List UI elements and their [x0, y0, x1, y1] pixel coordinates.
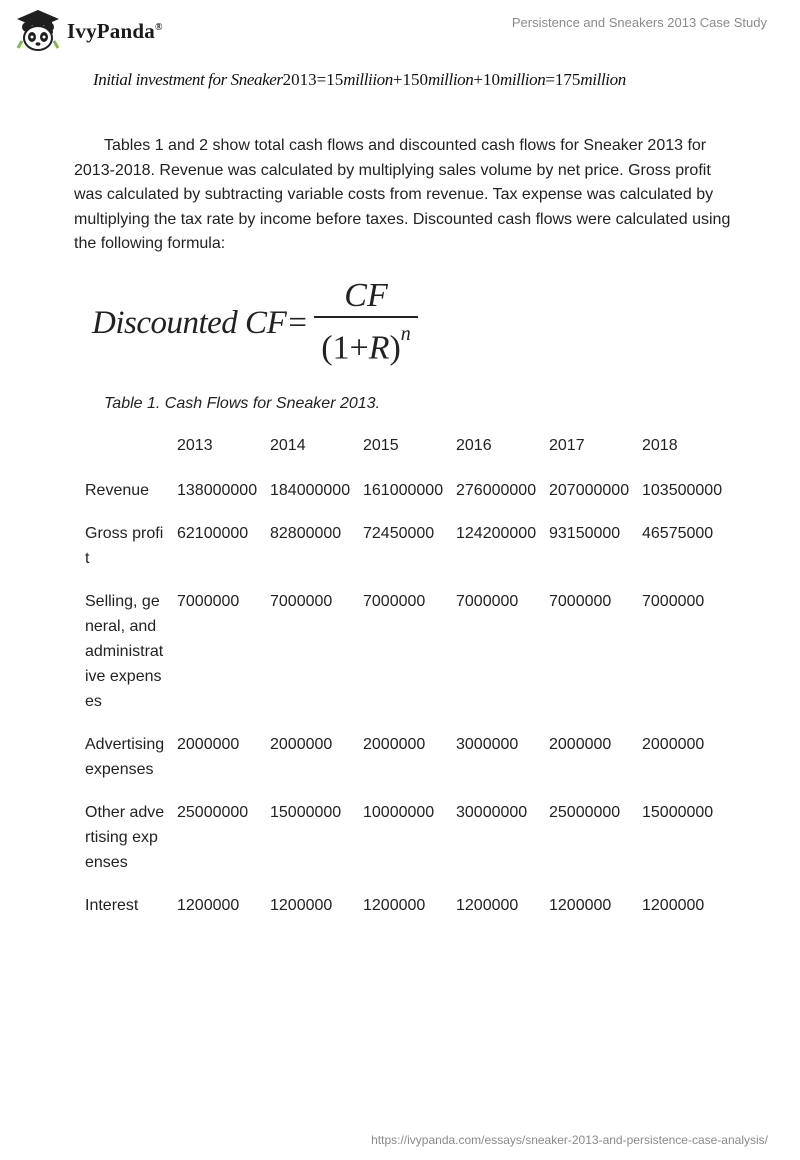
table-cell: 30000000 — [456, 804, 528, 821]
source-url[interactable]: https://ivypanda.com/essays/sneaker-2013-and-persistence-case-analysis/ — [371, 1133, 768, 1147]
column-header: 2013 — [177, 437, 213, 454]
row-label: Other advertising expenses — [85, 804, 165, 871]
table-cell: 15000000 — [270, 804, 342, 821]
formula-term-b: 150 — [402, 70, 428, 89]
formula-equals: = — [316, 70, 327, 89]
table-cell: 72450000 — [363, 525, 435, 542]
table-cell: 25000000 — [549, 804, 621, 821]
column-header: 2018 — [642, 437, 678, 454]
document-title: Persistence and Sneakers 2013 Case Study — [511, 15, 767, 30]
body-paragraph — [74, 134, 734, 257]
table-cell: 276000000 — [456, 482, 537, 499]
table-cell: 2000000 — [549, 736, 612, 753]
ivypanda-logo[interactable] — [15, 8, 163, 54]
column-header — [79, 433, 171, 474]
row-label: Selling, general, and administrative expenses — [85, 593, 164, 710]
formula-total: 175 — [554, 70, 581, 89]
row-label: Interest — [85, 897, 139, 914]
table-cell: 1200000 — [270, 897, 333, 914]
formula-fraction — [314, 276, 418, 370]
table-row-gross-profit — [79, 517, 729, 585]
table-cell: 1200000 — [363, 897, 426, 914]
table-cell: 46575000 — [642, 525, 714, 542]
table-cell: 7000000 — [363, 593, 426, 610]
table-cell: 1200000 — [456, 897, 519, 914]
formula-year: 2013 — [282, 70, 317, 89]
table-cell: 2000000 — [177, 736, 240, 753]
column-header: 2014 — [270, 437, 306, 454]
formula-term-c-unit: million — [499, 70, 546, 89]
row-label: Advertising expenses — [85, 736, 165, 778]
table-cell: 2000000 — [270, 736, 333, 753]
paragraph-text: Tables 1 and 2 show total cash flows and discounted cash flows for Sneaker 2013 for 2013-2018. Revenue was calculated by multiplying sales volume by net price. Gross profit was calculated by subtracting variable costs from revenue. Tax expense was calculated by multiplying the tax rate by income before taxes. Discounted cash flows were calculated using the following formula: — [74, 137, 731, 253]
table-cell: 7000000 — [549, 593, 612, 610]
formula-term-a-unit: milliion — [343, 70, 393, 89]
table-row-advertising — [79, 728, 729, 796]
table-row-other-advertising — [79, 796, 729, 889]
table-row-interest — [79, 889, 729, 932]
table-cell: 103500000 — [642, 482, 723, 499]
formula-term-b-unit: million — [427, 70, 474, 89]
formula-numerator: CF — [344, 277, 388, 315]
column-header: 2015 — [363, 437, 399, 454]
table-cell: 15000000 — [642, 804, 714, 821]
initial-investment-formula — [93, 70, 753, 90]
table-cell: 7000000 — [642, 593, 705, 610]
table-row-sga — [79, 585, 729, 728]
table-cell: 7000000 — [456, 593, 519, 610]
formula-total-unit: million — [580, 70, 626, 89]
brand-name — [67, 19, 163, 44]
table-cell: 207000000 — [549, 482, 630, 499]
brand-text: IvyPanda — [67, 18, 155, 43]
formula-term-a: 15 — [326, 70, 344, 89]
table-cell: 161000000 — [363, 482, 444, 499]
column-header: 2016 — [456, 437, 492, 454]
table-cell: 2000000 — [642, 736, 705, 753]
table-caption: Table 1. Cash Flows for Sneaker 2013. — [104, 395, 381, 412]
table-cell: 1200000 — [177, 897, 240, 914]
table-cell: 124200000 — [456, 525, 537, 542]
denominator-open: (1+ — [321, 329, 369, 367]
formula-plus: + — [473, 70, 483, 89]
table-cell: 7000000 — [270, 593, 333, 610]
table-cell: 7000000 — [177, 593, 240, 610]
table-header-row — [79, 433, 729, 474]
table-cell: 93150000 — [549, 525, 621, 542]
page-header — [0, 0, 800, 62]
table-cell: 3000000 — [456, 736, 519, 753]
table-cell: 82800000 — [270, 525, 342, 542]
column-header: 2017 — [549, 437, 585, 454]
formula-denominator — [321, 318, 411, 370]
denominator-rate: R — [368, 329, 390, 367]
discounted-cf-formula — [92, 276, 418, 371]
table-cell: 184000000 — [270, 482, 351, 499]
formula-term-c: 10 — [482, 70, 500, 89]
table-row-revenue — [79, 474, 729, 517]
formula-plus: + — [392, 70, 403, 89]
row-label: Revenue — [85, 482, 150, 499]
table-cell: 62100000 — [177, 525, 249, 542]
table-cell: 10000000 — [363, 804, 435, 821]
table-cell: 25000000 — [177, 804, 249, 821]
registered-mark: ® — [154, 21, 163, 33]
cash-flows-table — [79, 433, 729, 932]
panda-graduate-icon — [15, 8, 61, 54]
formula-lhs: Initial investment for Sneaker — [93, 70, 283, 89]
table-cell: 1200000 — [642, 897, 705, 914]
table-cell: 2000000 — [363, 736, 426, 753]
table-cell: 138000000 — [177, 482, 258, 499]
formula-lhs: Discounted CF= — [92, 305, 308, 341]
table-cell: 1200000 — [549, 897, 612, 914]
row-label: Gross profit — [85, 525, 164, 567]
formula-equals: = — [545, 70, 555, 89]
denominator-exponent: n — [400, 323, 411, 346]
denominator-close: ) — [389, 329, 401, 367]
